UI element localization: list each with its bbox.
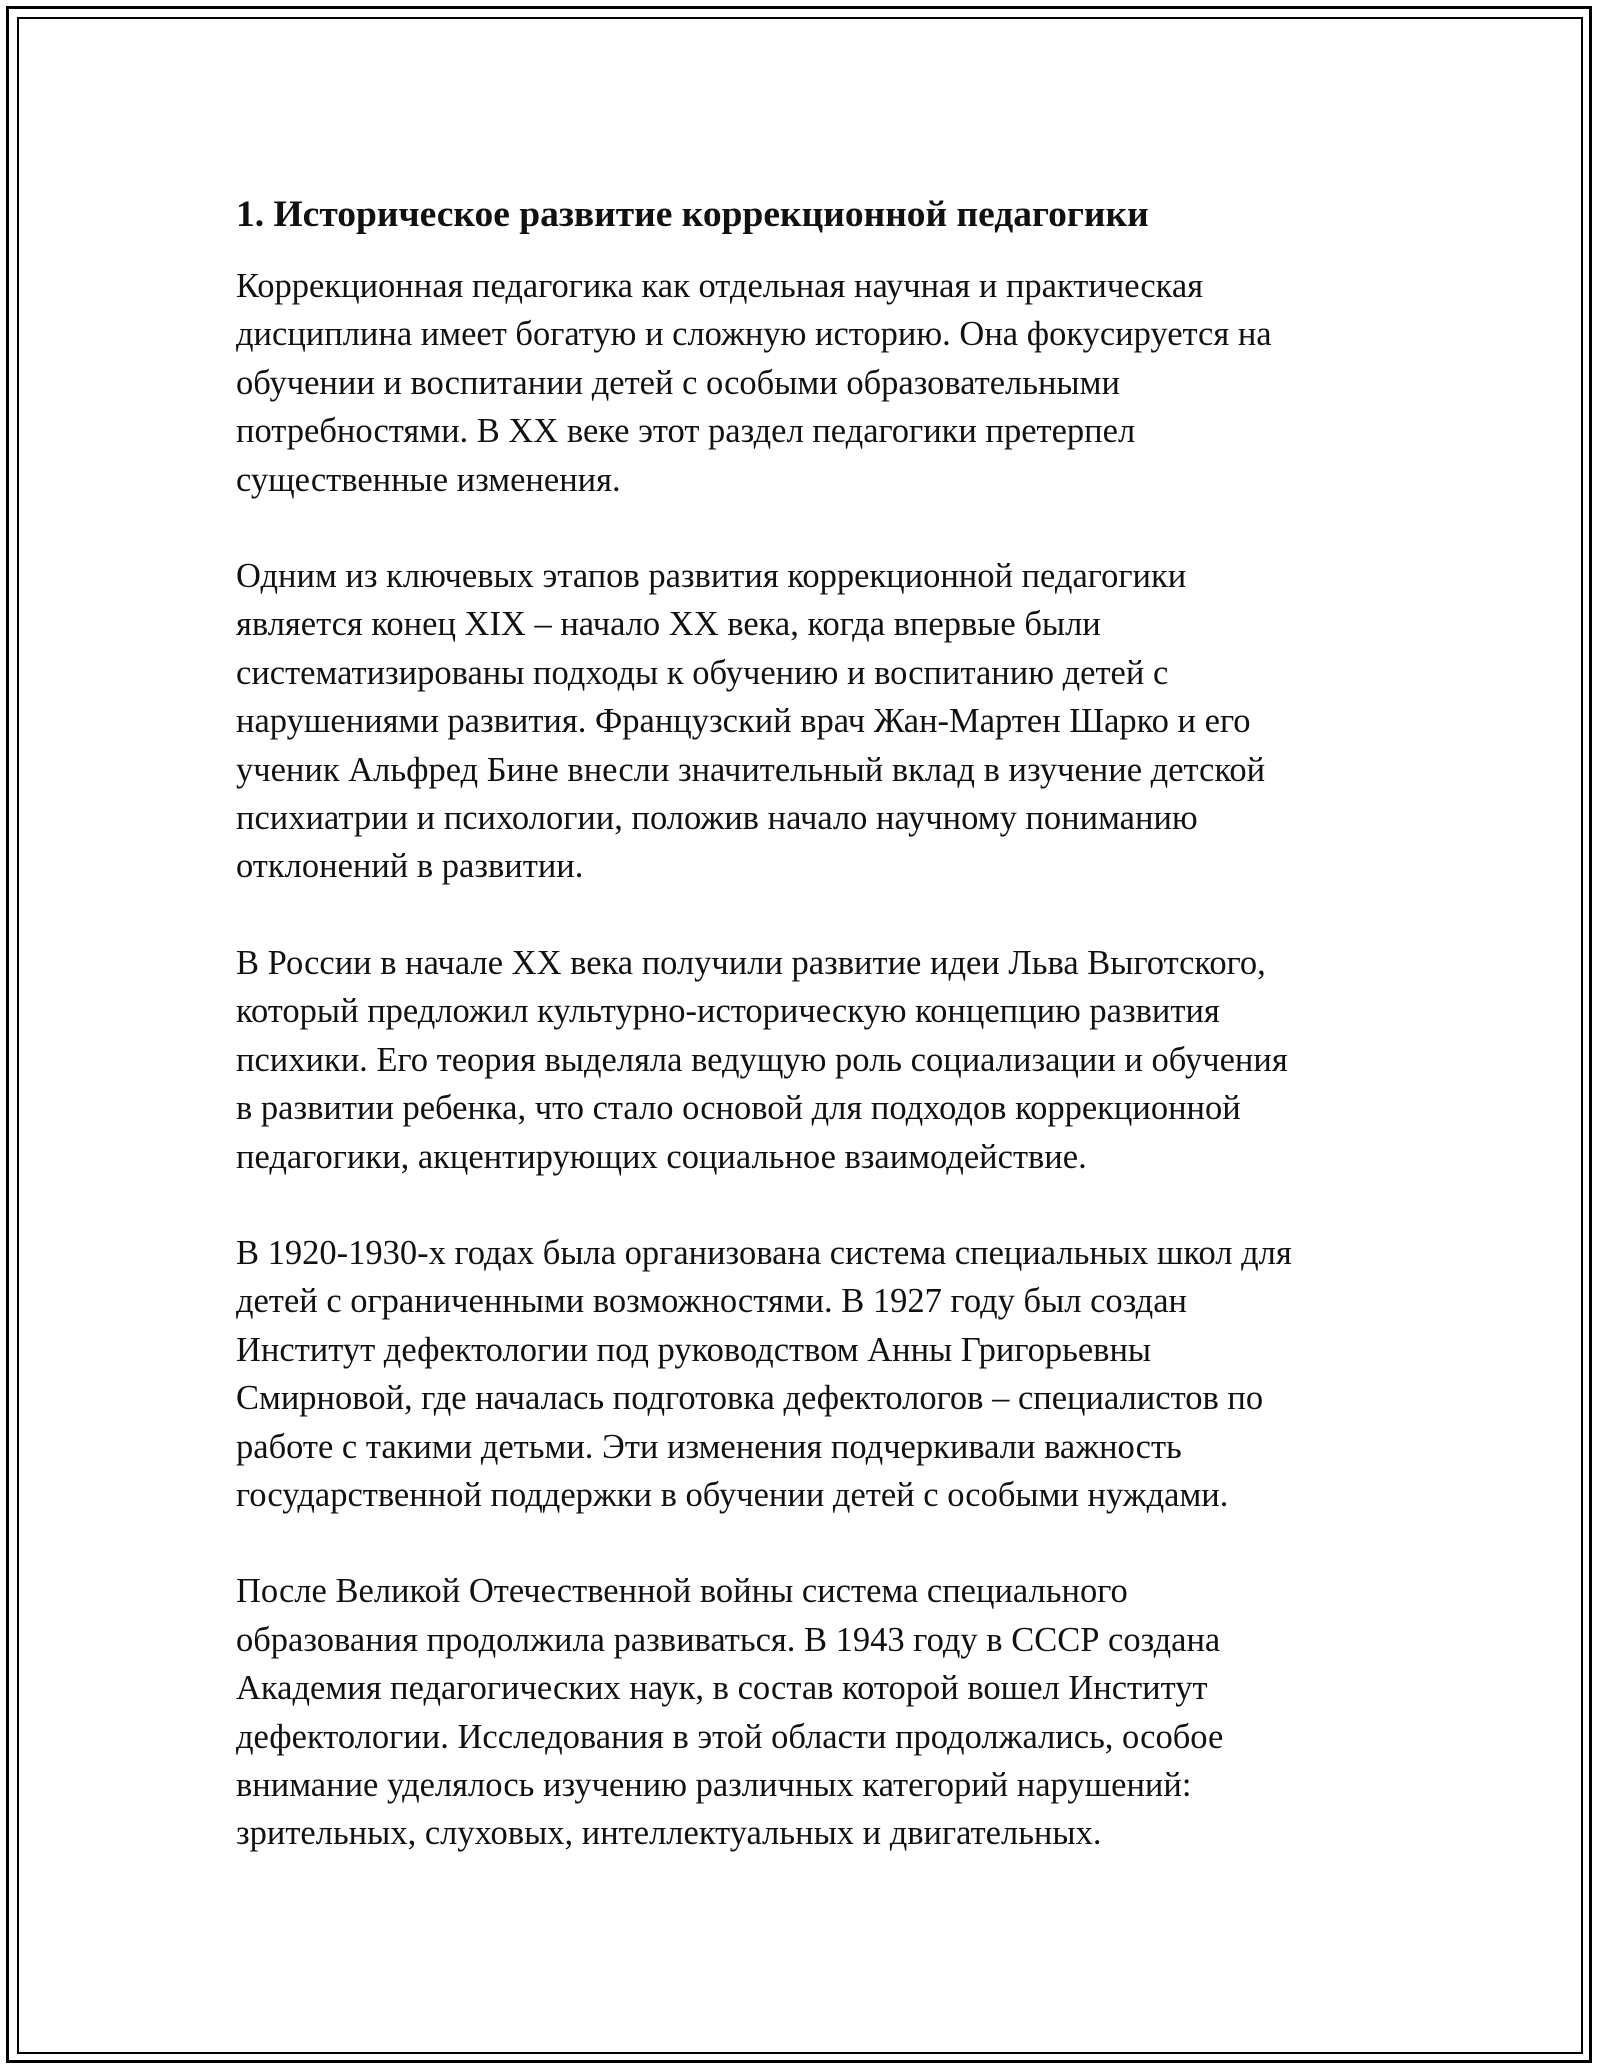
paragraph-line: является конец XIX – начало XX века, когда впервые были bbox=[236, 605, 1101, 644]
paragraph-list bbox=[236, 262, 1366, 1858]
paragraph-line: Академия педагогических наук, в состав которой вошел Институт bbox=[236, 1669, 1208, 1708]
paragraph-line: ученик Альфред Бине внесли значительный вклад в изучение детской bbox=[236, 750, 1266, 789]
paragraph-line: отклонений в развитии. bbox=[236, 847, 584, 886]
paragraph-line: работе с такими детьми. Эти изменения подчеркивали важность bbox=[236, 1427, 1182, 1466]
paragraph-line: Коррекционная педагогика как отдельная научная и практическая bbox=[236, 267, 1204, 305]
paragraph-line: внимание уделялось изучению различных категорий нарушений: bbox=[236, 1765, 1192, 1804]
paragraph-line: зрительных, слуховых, интеллектуальных и двигательных. bbox=[236, 1814, 1102, 1853]
paragraph-line: образования продолжила развиваться. В 1943 году в СССР создана bbox=[236, 1620, 1221, 1659]
paragraph-line: После Великой Отечественной войны система специального bbox=[236, 1572, 1128, 1611]
paragraph-2 bbox=[236, 552, 1366, 891]
paragraph-line: психиатрии и психологии, положив начало научному пониманию bbox=[236, 799, 1198, 838]
paragraph-line: систематизированы подходы к обучению и воспитанию детей с bbox=[236, 653, 1169, 692]
document-title: 1. Историческое развитие коррекционной педагогики bbox=[236, 194, 1149, 235]
paragraph-line: нарушениями развития. Французский врач Жан-Мартен Шарко и его bbox=[236, 702, 1251, 741]
paragraph-line: Институт дефектологии под руководством Анны Григорьевны bbox=[236, 1330, 1152, 1369]
document-body bbox=[236, 188, 1366, 1906]
paragraph-line: который предложил культурно-историческую концепцию развития bbox=[236, 992, 1220, 1031]
paragraph-line: В 1920-1930-х годах была организована система специальных школ для bbox=[236, 1233, 1292, 1272]
paragraph-line: в развитии ребенка, что стало основой для подходов коррекционной bbox=[236, 1089, 1241, 1128]
paragraph-line: существенные изменения. bbox=[236, 460, 621, 499]
paragraph-line: дисциплина имеет богатую и сложную историю. Она фокусируется на bbox=[236, 315, 1272, 354]
paragraph-line: государственной поддержки в обучении детей с особыми нуждами. bbox=[236, 1475, 1229, 1514]
paragraph-line: педагогики, акцентирующих социальное взаимодействие. bbox=[236, 1137, 1087, 1176]
paragraph-4 bbox=[236, 1229, 1366, 1519]
paragraph-line: психики. Его теория выделяла ведущую роль социализации и обучения bbox=[236, 1040, 1288, 1079]
paragraph-line: В России в начале XX века получили развитие идеи Льва Выготского, bbox=[236, 943, 1266, 982]
paragraph-line: дефектологии. Исследования в этой области продолжались, особое bbox=[236, 1717, 1224, 1756]
paragraph-3 bbox=[236, 939, 1366, 1181]
paragraph-1 bbox=[236, 262, 1366, 504]
paragraph-line: потребностями. В XX веке этот раздел педагогики претерпел bbox=[236, 412, 1136, 451]
paragraph-line: обучении и воспитании детей с особыми образовательными bbox=[236, 363, 1120, 402]
paragraph-line: Одним из ключевых этапов развития коррекционной педагогики bbox=[236, 557, 1187, 596]
paragraph-5 bbox=[236, 1567, 1366, 1857]
paragraph-line: Смирновой, где началась подготовка дефектологов – специалистов по bbox=[236, 1379, 1264, 1418]
paragraph-line: детей с ограниченными возможностями. В 1927 году был создан bbox=[236, 1282, 1187, 1321]
